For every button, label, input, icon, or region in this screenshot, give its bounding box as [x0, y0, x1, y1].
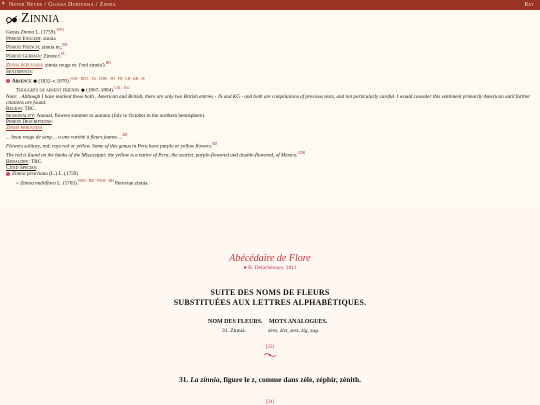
absence-dates: (1832–c.1870). — [37, 78, 71, 85]
page-number-1: [23] — [265, 345, 275, 350]
cited-species-1-name[interactable]: Zinnia peruviana — [12, 171, 48, 178]
colon: : — [36, 164, 38, 171]
absence-line — [6, 76, 534, 85]
sentiment-bullet-icon — [6, 79, 10, 83]
genus-prefix: Genus — [6, 29, 21, 36]
key-link[interactable]: Key — [524, 2, 534, 8]
breadcrumb-glossa-hortensia[interactable]: Glossa Hortensia — [48, 2, 94, 8]
flower-logo-icon — [6, 15, 18, 25]
breadcrumb-never-never[interactable]: Never Never — [9, 2, 43, 8]
period-german-line — [6, 51, 534, 60]
line-31-name: La zinnia — [190, 375, 220, 384]
row-analogous-words: zèro, zist, zest, zig, zag. — [268, 328, 320, 334]
home-icon[interactable]: ⚘ — [1, 2, 6, 7]
heraldry-label[interactable]: Heraldry — [6, 158, 29, 165]
description-2-reference[interactable]: BD — [212, 141, 217, 146]
sentiment-note: Note: . Although I have marked these both , American and British, there are only two British entries - JS and KG - and both are compilations of previous texts, and not particularly careful. I would consider this sentiment primarily American until further citations are found. — [6, 93, 531, 107]
cited-species-2-references[interactable]: WFO · BD · FWW · BD — [78, 178, 114, 183]
synonym-prefix: = — [16, 180, 21, 187]
cited-species-2-common-name: Peruvian zinnia. — [113, 180, 149, 187]
genus-line — [6, 27, 534, 36]
description-1-text: ... beau rouge de sang ... a une variété à fleurs jaunes ... — [6, 134, 123, 141]
period-french-line — [6, 42, 534, 51]
book-page-scan — [0, 205, 540, 405]
book-author — [0, 265, 540, 271]
breadcrumb-current: Zinnia — [99, 2, 116, 8]
seasonality-value: : Annual, flowers summer to autumn (July to October in the northern hemisphere). — [34, 112, 206, 119]
colon: : — [51, 118, 53, 125]
thoughts-label: Thoughts of absent friends — [16, 87, 80, 94]
peruviana-label[interactable]: Zinnia peruviana — [6, 63, 43, 70]
description-3-text: The red is found on the banks of the Mississippi; the yellow is a native of Peru; the scarlet, purple-flowered and double-flowered, of Mexico. — [6, 152, 298, 159]
line-31-text: , figure le z, comme dans zèle, zéphir, zénith. — [219, 375, 362, 384]
species-bullet-icon — [6, 172, 10, 176]
cited-species-1-author: (L.) L. (1759) — [47, 171, 78, 178]
period-german-value: : Zinnie f. — [40, 54, 62, 61]
thoughts-references[interactable]: CAL · KG — [114, 85, 130, 90]
cited-species-2 — [6, 178, 534, 187]
cited-species-label[interactable]: Cited Species — [6, 164, 37, 171]
period-german-label[interactable]: Period German — [6, 54, 41, 61]
description-1-reference[interactable]: BD — [122, 132, 128, 137]
cited-species-2-name[interactable]: Zinnia multiflora — [20, 180, 56, 187]
colon: : — [31, 69, 34, 76]
period-german-reference[interactable]: PL — [61, 52, 66, 57]
seasonality-label[interactable]: Seasonality — [6, 112, 35, 119]
peruviana-line — [6, 60, 534, 69]
description-3 — [6, 150, 534, 159]
author-bullet-icon: ● — [243, 265, 249, 271]
thoughts-line — [6, 85, 534, 94]
breadcrumb — [9, 0, 116, 10]
entry-title-row — [6, 12, 534, 27]
heraldry-value: : TBC. — [28, 158, 43, 165]
sentiments-label[interactable]: Sentiments — [6, 69, 32, 76]
page-number-2: [24] — [265, 400, 275, 405]
thoughts-dates: (1867–1884). — [84, 87, 115, 94]
column-header-words: MOTS ANALOGUES. — [269, 319, 328, 325]
flag-icon: ◆ — [79, 87, 85, 94]
top-navigation-bar — [0, 0, 540, 10]
genus-reference[interactable]: WFO — [56, 28, 65, 32]
description-2-text: Flowers solitary, red; rays red or yellow. Some of this genus in Peru have purple or yellow flowers. — [6, 143, 213, 150]
description-1 — [6, 132, 534, 141]
column-header-flowers: NOM DES FLEURS. — [208, 319, 263, 325]
book-line-31 — [0, 375, 540, 384]
period-french-reference[interactable]: BD — [62, 43, 68, 48]
plant-entry — [6, 12, 534, 187]
period-french-label[interactable]: Period French — [6, 45, 39, 52]
region-label[interactable]: Region — [6, 106, 22, 113]
peruviana-reference[interactable]: BD — [105, 61, 111, 66]
peruviana-value: : zinnia rouge m. ('red zinnia'). — [42, 63, 106, 70]
period-english-label[interactable]: Period English — [6, 36, 41, 43]
description-3-reference[interactable]: CDB — [297, 150, 305, 155]
row-flower-name: 31. Zinnia. — [222, 328, 246, 334]
description-2 — [6, 141, 534, 150]
breadcrumb-separator: / — [44, 2, 47, 8]
book-author-text[interactable]: B. Delachénaye, 1811 — [248, 265, 297, 271]
period-descriptions-label[interactable]: Period Descriptions — [6, 118, 52, 125]
description-species[interactable]: Zinnia peruviana — [6, 125, 43, 132]
region-value: : TBC. — [21, 106, 36, 113]
absence-label: Absence — [12, 78, 32, 85]
ornament-icon — [262, 352, 278, 358]
period-english-value: : zinnia — [40, 36, 56, 43]
book-title: Abécédaire de Flore — [229, 253, 311, 264]
line-31-number: 31. — [178, 375, 189, 384]
genus-author: L. (1759). — [34, 29, 57, 36]
absence-references[interactable]: CSW · JBT1 · TA · CHW · TH · FD · LH · KB · JS — [70, 76, 145, 81]
period-french-value: : zinnia m.; — [38, 45, 63, 52]
page-title: Zinnia — [21, 11, 60, 27]
breadcrumb-separator: / — [95, 2, 98, 8]
book-heading-1: SUITE DES NOMS DE FLEURS — [210, 288, 330, 297]
flag-icon: ◆ — [31, 78, 38, 85]
genus-name: Zinnia — [20, 29, 35, 36]
book-heading-2: SUBSTITUÉES AUX LETTRES ALPHABÉTIQUES. — [173, 298, 367, 307]
cited-species-2-author: L. (1763). — [55, 180, 79, 187]
